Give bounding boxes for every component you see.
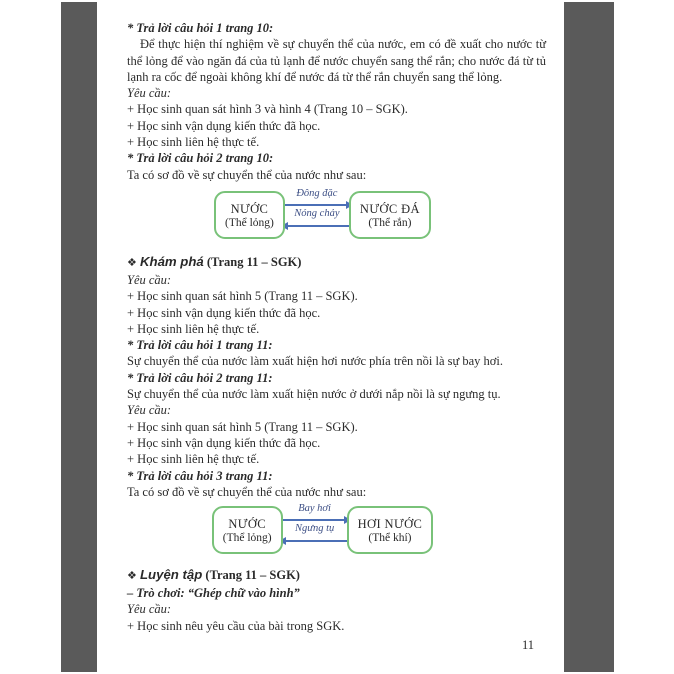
freeze-label: Đông đặc: [296, 187, 338, 199]
diagram-arrows: [284, 503, 346, 554]
box-subtitle: (Thể lỏng): [225, 216, 274, 229]
document-page: [97, 0, 564, 674]
requirement-label: Yêu cầu:: [127, 272, 172, 287]
requirement-item: + Học sinh quan sát hình 5 (Trang 11 – SGK).: [127, 289, 358, 304]
q1-heading: * Trả lời câu hỏi 1 trang 11:: [127, 338, 273, 353]
requirement-item: + Học sinh vận dụng kiến thức đã học.: [127, 435, 321, 450]
q1-answer: Sự chuyển thể của nước làm xuất hiện hơi nước phía trên nồi là sự bay hơi.: [127, 354, 504, 369]
requirement-item: + Học sinh liên hệ thực tế.: [127, 452, 260, 467]
requirement-item: + Học sinh vận dụng kiến thức đã học.: [127, 305, 321, 320]
section-bullet-icon: ❖: [127, 256, 137, 269]
requirement-label: Yêu cầu:: [127, 403, 172, 418]
arrow-right-icon: [283, 204, 351, 206]
q3-heading: * Trả lời câu hỏi 3 trang 11:: [127, 468, 273, 483]
section-bullet-icon: ❖: [127, 570, 137, 583]
box-subtitle: (Thể khí): [368, 532, 412, 545]
answer1-paragraph: Để thực hiện thí nghiệm về sự chuyển thể của nước, em có đề xuất cho nước từ thể lỏng để vào ngăn đá của tủ lạnh để nước chuyển sang thể rắn; cho nước đá từ tủ lạnh ra cốc để ngoài không khí để nước đá từ thể rắn chuyển sang thể lỏng.: [127, 37, 546, 84]
left-border-bar: [61, 2, 97, 672]
box-title: NƯỚC ĐÁ: [359, 201, 420, 216]
game-line: – Trò chơi: “Ghép chữ vào hình”: [127, 586, 300, 601]
section-title: Luyện tập: [140, 567, 203, 583]
answer1-heading: * Trả lời câu hỏi 1 trang 10:: [127, 21, 274, 35]
condense-label: Ngưng tụ: [294, 523, 335, 535]
q2-heading: * Trả lời câu hỏi 2 trang 11:: [127, 370, 273, 385]
requirement-item: + Học sinh liên hệ thực tế.: [127, 321, 260, 336]
arrow-left-icon: [281, 540, 349, 542]
state-change-diagram-liquid-solid: [113, 187, 532, 239]
requirement-item: + Học sinh vận dụng kiến thức đã học.: [127, 118, 321, 133]
diagram-arrows: [286, 187, 348, 239]
arrow-left-icon: [283, 225, 351, 227]
box-title: HƠI NƯỚC: [357, 517, 423, 532]
requirement-item: + Học sinh liên hệ thực tế.: [127, 135, 260, 150]
requirement-label: Yêu cầu:: [127, 602, 172, 617]
box-title: NƯỚC: [228, 517, 267, 532]
box-title: NƯỚC: [230, 201, 269, 216]
section-suffix: (Trang 11 – SGK): [205, 568, 300, 583]
melt-label: Nóng chảy: [294, 207, 340, 219]
section-title: Khám phá: [140, 253, 204, 269]
q2-answer: Sự chuyển thể của nước làm xuất hiện nước ở dưới nắp nồi là sự ngưng tụ.: [127, 387, 501, 402]
box-subtitle: (Thể rắn): [368, 216, 412, 229]
requirement-item: + Học sinh quan sát hình 5 (Trang 11 – SGK).: [127, 419, 358, 434]
diagram-box-water: [214, 191, 285, 239]
requirement-label: Yêu cầu:: [127, 86, 172, 101]
evaporate-label: Bay hơi: [298, 503, 331, 515]
arrow-right-icon: [281, 519, 349, 521]
box-subtitle: (Thể lỏng): [222, 532, 272, 545]
diagram-box-ice: [349, 191, 431, 239]
answer2-intro: Ta có sơ đồ về sự chuyển thể của nước như sau:: [127, 167, 367, 182]
page-number: 11: [521, 638, 534, 652]
q3-intro: Ta có sơ đồ về sự chuyển thể của nước như sau:: [127, 484, 367, 499]
diagram-box-vapor: [347, 506, 434, 554]
right-border-bar: [564, 2, 614, 672]
state-change-diagram-liquid-gas: [113, 503, 532, 554]
section-luyen-tap: [127, 566, 546, 585]
section-suffix: (Trang 11 – SGK): [206, 254, 302, 269]
diagram-box-water: [212, 506, 283, 554]
requirement-item: + Học sinh nêu yêu cầu của bài trong SGK.: [127, 618, 345, 633]
section-kham-pha: [127, 253, 546, 272]
answer2-heading: * Trả lời câu hỏi 2 trang 10:: [127, 151, 274, 166]
requirement-item: + Học sinh quan sát hình 3 và hình 4 (Trang 10 – SGK).: [127, 102, 408, 117]
